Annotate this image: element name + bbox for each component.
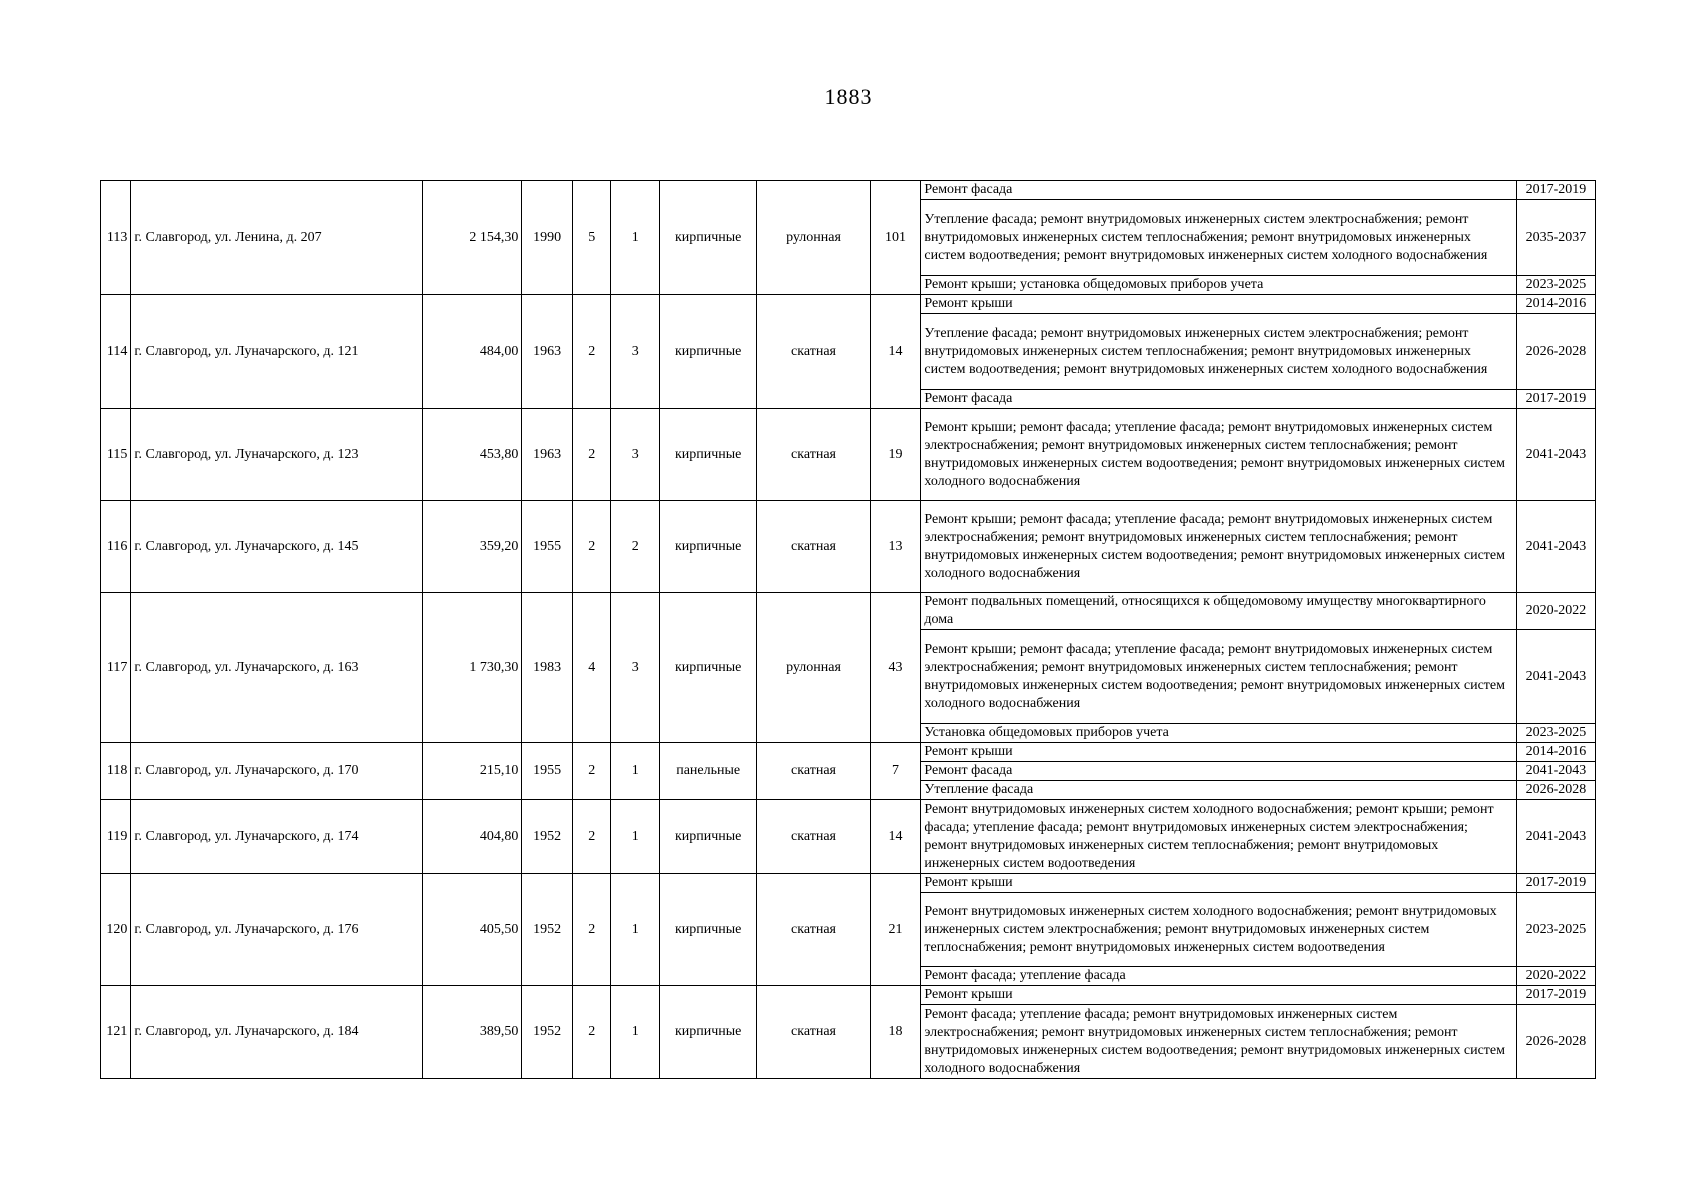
work-period-cell: 2014-2016 <box>1516 743 1595 762</box>
work-description-cell: Ремонт фасада; утепление фасада <box>921 967 1517 986</box>
table-row <box>101 501 1596 593</box>
build-year-cell: 1983 <box>522 593 573 743</box>
work-period-cell: 2023-2025 <box>1516 276 1595 295</box>
entrances-count-cell: 3 <box>611 409 660 501</box>
floors-count-cell: 2 <box>572 800 610 874</box>
total-area-cell: 389,50 <box>423 986 522 1079</box>
table-row <box>101 181 1596 200</box>
work-period-cell: 2020-2022 <box>1516 593 1595 630</box>
work-description-cell: Ремонт крыши; установка общедомовых приборов учета <box>921 276 1517 295</box>
total-area-cell: 405,50 <box>423 874 522 986</box>
floors-count-cell: 2 <box>572 295 610 409</box>
address-cell: г. Славгород, ул. Луначарского, д. 145 <box>131 501 423 593</box>
row-number-cell: 115 <box>101 409 131 501</box>
work-period-cell: 2017-2019 <box>1516 874 1595 893</box>
address-cell: г. Славгород, ул. Луначарского, д. 163 <box>131 593 423 743</box>
table-row <box>101 986 1596 1005</box>
entrances-count-cell: 1 <box>611 181 660 295</box>
roof-type-cell: скатная <box>757 295 870 409</box>
table-row <box>101 593 1596 630</box>
entrances-count-cell: 1 <box>611 800 660 874</box>
wall-material-cell: кирпичные <box>660 409 757 501</box>
apartments-count-cell: 14 <box>870 295 921 409</box>
address-cell: г. Славгород, ул. Луначарского, д. 184 <box>131 986 423 1079</box>
work-description-cell: Утепление фасада; ремонт внутридомовых инженерных систем электроснабжения; ремонт внутридомовых инженерных систем теплоснабжения; ремонт внутридомовых инженерных систем водоотведения; ремонт внутридомовых инженерных систем холодного водоснабжения <box>921 200 1517 276</box>
table-row <box>101 409 1596 501</box>
address-cell: г. Славгород, ул. Луначарского, д. 174 <box>131 800 423 874</box>
work-period-cell: 2023-2025 <box>1516 893 1595 967</box>
build-year-cell: 1990 <box>522 181 573 295</box>
roof-type-cell: рулонная <box>757 593 870 743</box>
floors-count-cell: 2 <box>572 986 610 1079</box>
wall-material-cell: кирпичные <box>660 295 757 409</box>
wall-material-cell: кирпичные <box>660 874 757 986</box>
work-period-cell: 2026-2028 <box>1516 1005 1595 1079</box>
floors-count-cell: 4 <box>572 593 610 743</box>
work-description-cell: Ремонт фасада <box>921 390 1517 409</box>
floors-count-cell: 2 <box>572 743 610 800</box>
capital-repair-table <box>100 180 1596 1079</box>
work-description-cell: Ремонт внутридомовых инженерных систем холодного водоснабжения; ремонт крыши; ремонт фасада; утепление фасада; ремонт внутридомовых инженерных систем электроснабжения; ремонт внутридомовых инженерных систем теплоснабжения; ремонт внутридомовых инженерных систем водоотведения <box>921 800 1517 874</box>
table-row <box>101 800 1596 874</box>
wall-material-cell: панельные <box>660 743 757 800</box>
build-year-cell: 1952 <box>522 874 573 986</box>
work-period-cell: 2035-2037 <box>1516 200 1595 276</box>
apartments-count-cell: 43 <box>870 593 921 743</box>
build-year-cell: 1963 <box>522 409 573 501</box>
roof-type-cell: скатная <box>757 986 870 1079</box>
work-period-cell: 2041-2043 <box>1516 501 1595 593</box>
work-period-cell: 2041-2043 <box>1516 630 1595 724</box>
apartments-count-cell: 19 <box>870 409 921 501</box>
build-year-cell: 1955 <box>522 743 573 800</box>
work-description-cell: Ремонт фасада; утепление фасада; ремонт внутридомовых инженерных систем электроснабжения; ремонт внутридомовых инженерных систем теплоснабжения; ремонт внутридомовых инженерных систем водоотведения; ремонт внутридомовых инженерных систем холодного водоснабжения <box>921 1005 1517 1079</box>
address-cell: г. Славгород, ул. Ленина, д. 207 <box>131 181 423 295</box>
floors-count-cell: 2 <box>572 874 610 986</box>
work-description-cell: Ремонт фасада <box>921 181 1517 200</box>
work-period-cell: 2041-2043 <box>1516 800 1595 874</box>
work-period-cell: 2017-2019 <box>1516 390 1595 409</box>
work-description-cell: Ремонт крыши <box>921 295 1517 314</box>
apartments-count-cell: 101 <box>870 181 921 295</box>
work-description-cell: Ремонт крыши <box>921 874 1517 893</box>
roof-type-cell: скатная <box>757 800 870 874</box>
work-description-cell: Ремонт крыши <box>921 743 1517 762</box>
entrances-count-cell: 1 <box>611 874 660 986</box>
roof-type-cell: скатная <box>757 409 870 501</box>
address-cell: г. Славгород, ул. Луначарского, д. 176 <box>131 874 423 986</box>
apartments-count-cell: 21 <box>870 874 921 986</box>
work-description-cell: Установка общедомовых приборов учета <box>921 724 1517 743</box>
work-description-cell: Ремонт крыши <box>921 986 1517 1005</box>
roof-type-cell: скатная <box>757 501 870 593</box>
build-year-cell: 1952 <box>522 800 573 874</box>
entrances-count-cell: 2 <box>611 501 660 593</box>
floors-count-cell: 2 <box>572 501 610 593</box>
work-description-cell: Ремонт крыши; ремонт фасада; утепление фасада; ремонт внутридомовых инженерных систем электроснабжения; ремонт внутридомовых инженерных систем теплоснабжения; ремонт внутридомовых инженерных систем водоотведения; ремонт внутридомовых инженерных систем холодного водоснабжения <box>921 501 1517 593</box>
table-row <box>101 743 1596 762</box>
build-year-cell: 1955 <box>522 501 573 593</box>
total-area-cell: 2 154,30 <box>423 181 522 295</box>
work-description-cell: Утепление фасада; ремонт внутридомовых инженерных систем электроснабжения; ремонт внутридомовых инженерных систем теплоснабжения; ремонт внутридомовых инженерных систем водоотведения; ремонт внутридомовых инженерных систем холодного водоснабжения <box>921 314 1517 390</box>
build-year-cell: 1952 <box>522 986 573 1079</box>
entrances-count-cell: 1 <box>611 743 660 800</box>
work-description-cell: Ремонт крыши; ремонт фасада; утепление фасада; ремонт внутридомовых инженерных систем электроснабжения; ремонт внутридомовых инженерных систем теплоснабжения; ремонт внутридомовых инженерных систем водоотведения; ремонт внутридомовых инженерных систем холодного водоснабжения <box>921 409 1517 501</box>
roof-type-cell: рулонная <box>757 181 870 295</box>
row-number-cell: 116 <box>101 501 131 593</box>
floors-count-cell: 5 <box>572 181 610 295</box>
page-number: 1883 <box>824 84 873 109</box>
total-area-cell: 1 730,30 <box>423 593 522 743</box>
total-area-cell: 215,10 <box>423 743 522 800</box>
work-period-cell: 2017-2019 <box>1516 986 1595 1005</box>
total-area-cell: 404,80 <box>423 800 522 874</box>
wall-material-cell: кирпичные <box>660 800 757 874</box>
floors-count-cell: 2 <box>572 409 610 501</box>
address-cell: г. Славгород, ул. Луначарского, д. 121 <box>131 295 423 409</box>
work-period-cell: 2017-2019 <box>1516 181 1595 200</box>
work-description-cell: Ремонт фасада <box>921 762 1517 781</box>
entrances-count-cell: 3 <box>611 295 660 409</box>
total-area-cell: 484,00 <box>423 295 522 409</box>
work-period-cell: 2041-2043 <box>1516 762 1595 781</box>
wall-material-cell: кирпичные <box>660 986 757 1079</box>
address-cell: г. Славгород, ул. Луначарского, д. 123 <box>131 409 423 501</box>
work-description-cell: Ремонт внутридомовых инженерных систем холодного водоснабжения; ремонт внутридомовых инженерных систем электроснабжения; ремонт внутридомовых инженерных систем теплоснабжения; ремонт внутридомовых инженерных систем водоотведения <box>921 893 1517 967</box>
apartments-count-cell: 14 <box>870 800 921 874</box>
work-period-cell: 2041-2043 <box>1516 409 1595 501</box>
wall-material-cell: кирпичные <box>660 593 757 743</box>
entrances-count-cell: 1 <box>611 986 660 1079</box>
address-cell: г. Славгород, ул. Луначарского, д. 170 <box>131 743 423 800</box>
roof-type-cell: скатная <box>757 874 870 986</box>
work-description-cell: Утепление фасада <box>921 781 1517 800</box>
work-description-cell: Ремонт крыши; ремонт фасада; утепление фасада; ремонт внутридомовых инженерных систем электроснабжения; ремонт внутридомовых инженерных систем теплоснабжения; ремонт внутридомовых инженерных систем водоотведения; ремонт внутридомовых инженерных систем холодного водоснабжения <box>921 630 1517 724</box>
build-year-cell: 1963 <box>522 295 573 409</box>
row-number-cell: 114 <box>101 295 131 409</box>
row-number-cell: 120 <box>101 874 131 986</box>
apartments-count-cell: 7 <box>870 743 921 800</box>
work-description-cell: Ремонт подвальных помещений, относящихся к общедомовому имуществу многоквартирного дома <box>921 593 1517 630</box>
row-number-cell: 119 <box>101 800 131 874</box>
entrances-count-cell: 3 <box>611 593 660 743</box>
row-number-cell: 117 <box>101 593 131 743</box>
table-row <box>101 874 1596 893</box>
work-period-cell: 2014-2016 <box>1516 295 1595 314</box>
roof-type-cell: скатная <box>757 743 870 800</box>
total-area-cell: 453,80 <box>423 409 522 501</box>
work-period-cell: 2026-2028 <box>1516 314 1595 390</box>
wall-material-cell: кирпичные <box>660 501 757 593</box>
total-area-cell: 359,20 <box>423 501 522 593</box>
row-number-cell: 118 <box>101 743 131 800</box>
table-row <box>101 295 1596 314</box>
wall-material-cell: кирпичные <box>660 181 757 295</box>
work-period-cell: 2020-2022 <box>1516 967 1595 986</box>
row-number-cell: 113 <box>101 181 131 295</box>
apartments-count-cell: 13 <box>870 501 921 593</box>
apartments-count-cell: 18 <box>870 986 921 1079</box>
row-number-cell: 121 <box>101 986 131 1079</box>
work-period-cell: 2026-2028 <box>1516 781 1595 800</box>
work-period-cell: 2023-2025 <box>1516 724 1595 743</box>
